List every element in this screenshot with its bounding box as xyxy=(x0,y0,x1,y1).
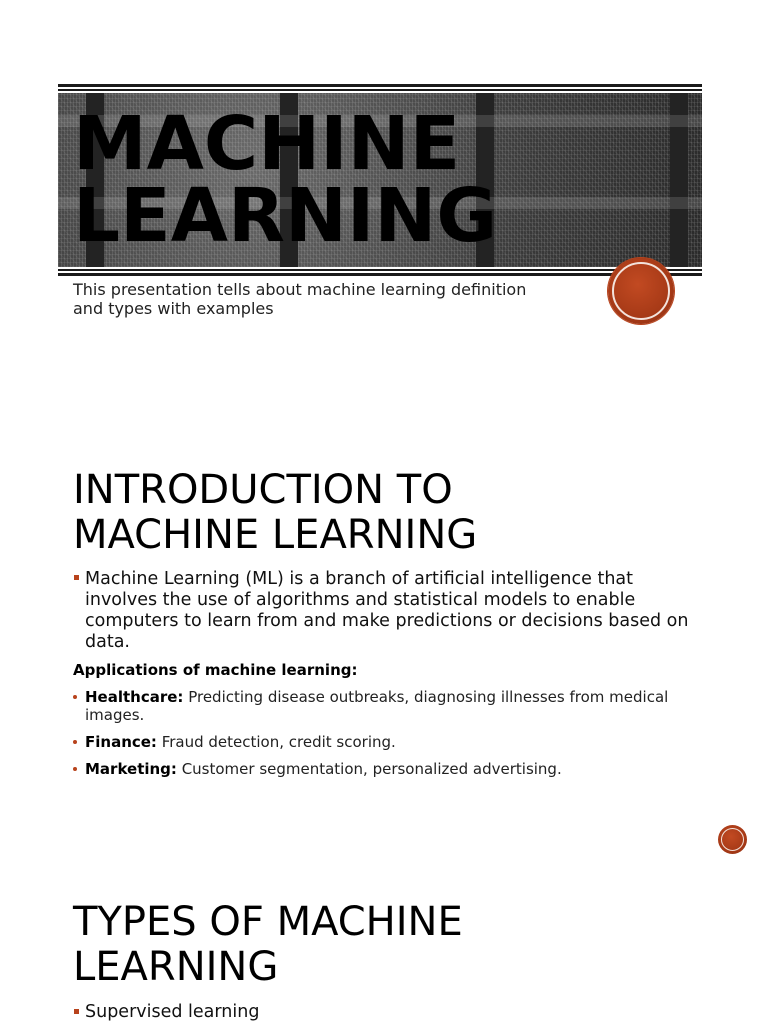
slide-badge-icon xyxy=(608,258,674,324)
hero-top-rule-thin xyxy=(58,89,702,91)
types-title: TYPES OF MACHINE LEARNING xyxy=(73,899,463,990)
application-item-finance xyxy=(85,733,685,751)
types-item-supervised: Supervised learning xyxy=(85,1002,260,1022)
intro-title: INTRODUCTION TO MACHINE LEARNING xyxy=(73,467,478,558)
bullet-dot-icon xyxy=(73,740,77,744)
application-label: Marketing: xyxy=(85,760,177,778)
application-label: Finance: xyxy=(85,733,157,751)
bullet-square-icon xyxy=(74,1009,79,1014)
hero-bottom-rule xyxy=(58,273,702,276)
application-text: Fraud detection, credit scoring. xyxy=(156,733,396,751)
intro-paragraph: Machine Learning (ML) is a branch of artificial intelligence that involves the use of algorithms and statistical models to enable computers to learn from and make predictions or decisions based on data. xyxy=(85,569,689,652)
application-text: Predicting disease outbreaks, diagnosing illnesses from medical images. xyxy=(85,688,669,724)
hero-top-rule xyxy=(58,84,702,87)
application-label: Healthcare: xyxy=(85,688,184,706)
bullet-square-icon xyxy=(74,575,79,580)
bullet-dot-icon xyxy=(73,695,77,699)
application-text: Customer segmentation, personalized advertising. xyxy=(176,760,562,778)
hero-bottom-rule-thin xyxy=(58,269,702,271)
presentation-title: MACHINE LEARNING xyxy=(73,101,498,259)
presentation-subtitle: This presentation tells about machine learning definition and types with examples xyxy=(73,280,527,318)
applications-heading: Applications of machine learning: xyxy=(73,661,358,679)
application-item-healthcare xyxy=(85,688,685,724)
bullet-dot-icon xyxy=(73,767,77,771)
slide-badge-small-icon xyxy=(718,825,747,854)
application-item-marketing xyxy=(85,760,685,778)
